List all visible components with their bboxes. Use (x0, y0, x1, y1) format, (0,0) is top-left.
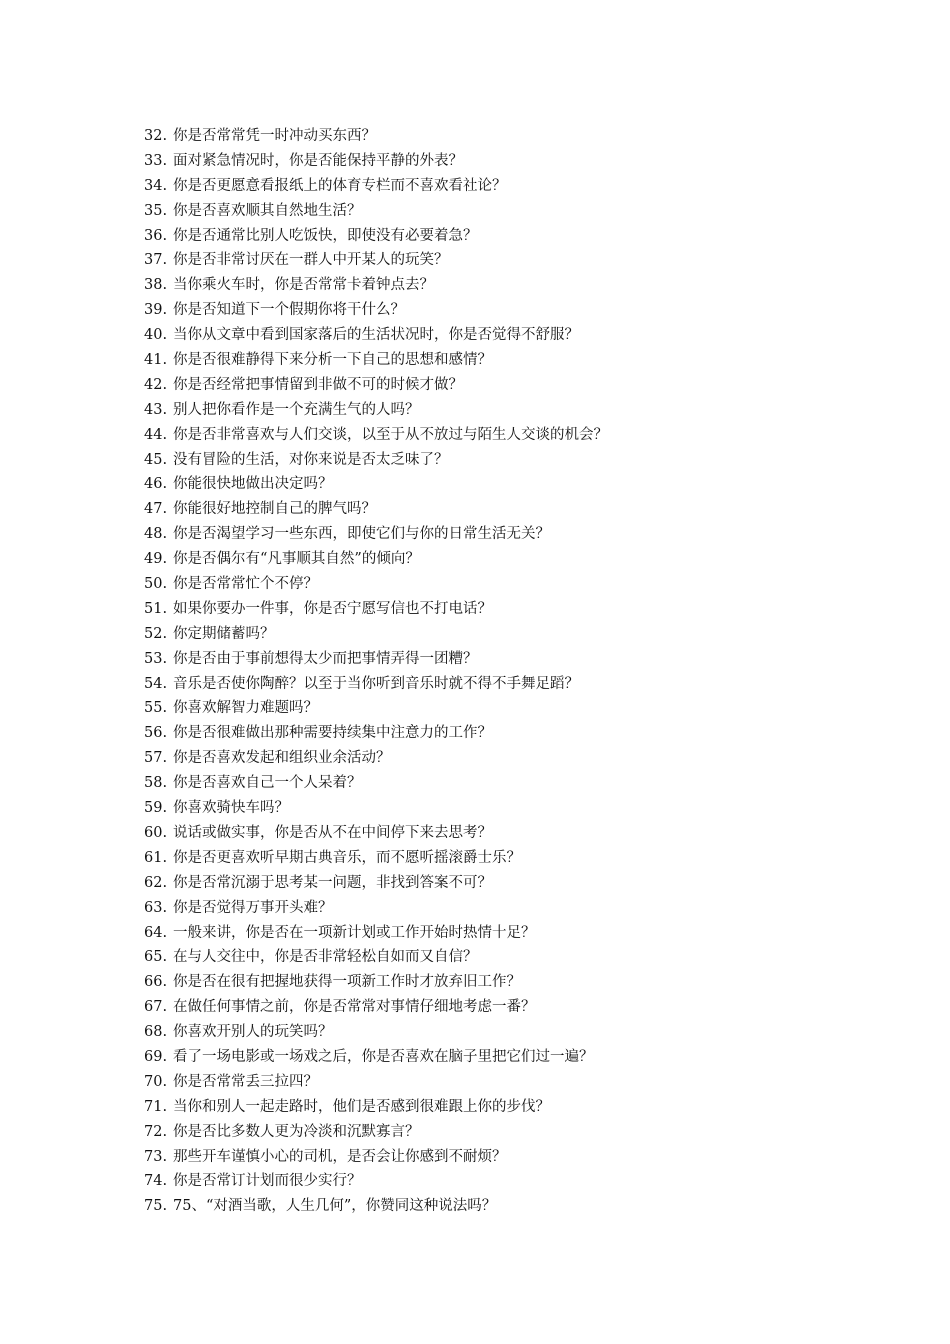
question-number: 62. (144, 874, 168, 891)
question-number: 66. (144, 974, 168, 991)
question-number: 70. (144, 1073, 168, 1090)
question-item (144, 970, 608, 995)
question-item (144, 149, 608, 174)
question-text: 看了一场电影或一场戏之后，你是否喜欢在脑子里把它们过一遍？ (173, 1048, 594, 1065)
question-text: 你是否常订计划而很少实行？ (173, 1173, 362, 1190)
question-number: 40. (144, 327, 168, 344)
question-text: 一般来讲，你是否在一项新计划或工作开始时热情十足？ (173, 924, 536, 941)
question-text: 你能很快地做出决定吗？ (173, 476, 333, 493)
question-item (144, 1169, 608, 1194)
question-text: 别人把你看作是一个充满生气的人吗？ (173, 401, 420, 418)
question-text: 你是否通常比别人吃饭快，即使没有必要着急？ (173, 227, 478, 244)
question-text: 当你从文章中看到国家落后的生活状况时，你是否觉得不舒服？ (173, 327, 579, 344)
question-item (144, 896, 608, 921)
question-number: 56. (144, 725, 168, 742)
question-text: 你是否觉得万事开头难？ (173, 899, 333, 916)
question-item (144, 647, 608, 672)
question-item (144, 771, 608, 796)
question-item (144, 672, 608, 697)
question-number: 38. (144, 277, 168, 294)
question-item (144, 472, 608, 497)
question-item (144, 1095, 608, 1120)
question-item (144, 995, 608, 1020)
question-text: 面对紧急情况时，你是否能保持平静的外表？ (173, 152, 463, 169)
question-number: 61. (144, 849, 168, 866)
question-number: 54. (144, 675, 168, 692)
question-number: 50. (144, 576, 168, 593)
question-number: 43. (144, 401, 168, 418)
question-number: 41. (144, 352, 168, 369)
question-item (144, 248, 608, 273)
question-text: 说话或做实事，你是否从不在中间停下来去思考？ (173, 824, 492, 841)
question-number: 57. (144, 750, 168, 767)
question-number: 67. (144, 999, 168, 1016)
question-item (144, 1194, 608, 1219)
question-item (144, 298, 608, 323)
question-text: 你是否喜欢发起和组织业余活动？ (173, 750, 391, 767)
question-number: 74. (144, 1173, 168, 1190)
question-number: 55. (144, 700, 168, 717)
question-text: 你定期储蓄吗？ (173, 625, 275, 642)
question-item (144, 423, 608, 448)
question-number: 51. (144, 600, 168, 617)
question-item (144, 1120, 608, 1145)
question-item (144, 1070, 608, 1095)
question-item (144, 124, 608, 149)
question-item (144, 821, 608, 846)
question-text: 在做任何事情之前，你是否常常对事情仔细地考虑一番？ (173, 999, 536, 1016)
question-number: 59. (144, 800, 168, 817)
question-item (144, 224, 608, 249)
question-number: 65. (144, 949, 168, 966)
question-number: 53. (144, 650, 168, 667)
question-number: 71. (144, 1098, 168, 1115)
question-number: 45. (144, 451, 168, 468)
question-item (144, 373, 608, 398)
question-number: 60. (144, 824, 168, 841)
question-item (144, 398, 608, 423)
question-number: 33. (144, 152, 168, 169)
question-item (144, 522, 608, 547)
question-item (144, 597, 608, 622)
question-text: 你喜欢骑快车吗？ (173, 800, 289, 817)
question-item (144, 348, 608, 373)
question-text: 你喜欢开别人的玩笑吗？ (173, 1024, 333, 1041)
question-text: 你是否喜欢顺其自然地生活？ (173, 202, 362, 219)
question-number: 58. (144, 775, 168, 792)
question-text: 你能很好地控制自己的脾气吗？ (173, 501, 376, 518)
question-list (144, 124, 608, 1219)
question-item (144, 796, 608, 821)
question-item (144, 273, 608, 298)
question-number: 37. (144, 252, 168, 269)
question-text: 你是否在很有把握地获得一项新工作时才放弃旧工作？ (173, 974, 521, 991)
question-text: 你是否常常丢三拉四？ (173, 1073, 318, 1090)
question-number: 34. (144, 177, 168, 194)
question-text: 75、“对酒当歌，人生几何”，你赞同这种说法吗？ (173, 1198, 497, 1215)
question-item (144, 323, 608, 348)
question-text: 你是否偶尔有“凡事顺其自然”的倾向？ (173, 551, 420, 568)
question-text: 当你乘火车时，你是否常常卡着钟点去？ (173, 277, 434, 294)
question-text: 你喜欢解智力难题吗？ (173, 700, 318, 717)
question-number: 64. (144, 924, 168, 941)
question-text: 你是否知道下一个假期你将干什么？ (173, 302, 405, 319)
question-text: 没有冒险的生活，对你来说是否太乏味了？ (173, 451, 449, 468)
question-item (144, 696, 608, 721)
question-text: 你是否喜欢自己一个人呆着？ (173, 775, 362, 792)
question-text: 你是否比多数人更为冷淡和沉默寡言？ (173, 1123, 420, 1140)
question-text: 如果你要办一件事，你是否宁愿写信也不打电话？ (173, 600, 492, 617)
question-item (144, 497, 608, 522)
question-text: 那些开车谨慎小心的司机，是否会让你感到不耐烦？ (173, 1148, 507, 1165)
question-item (144, 199, 608, 224)
question-item (144, 448, 608, 473)
question-number: 72. (144, 1123, 168, 1140)
question-number: 73. (144, 1148, 168, 1165)
question-text: 在与人交往中，你是否非常轻松自如而又自信？ (173, 949, 478, 966)
question-number: 36. (144, 227, 168, 244)
question-text: 你是否非常讨厌在一群人中开某人的玩笑？ (173, 252, 449, 269)
question-text: 当你和别人一起走路时，他们是否感到很难跟上你的步伐？ (173, 1098, 550, 1115)
question-text: 你是否更愿意看报纸上的体育专栏而不喜欢看社论？ (173, 177, 507, 194)
question-item (144, 846, 608, 871)
question-item (144, 721, 608, 746)
question-number: 63. (144, 899, 168, 916)
question-item (144, 622, 608, 647)
question-item (144, 1145, 608, 1170)
question-item (144, 174, 608, 199)
question-number: 47. (144, 501, 168, 518)
question-item (144, 1020, 608, 1045)
question-number: 44. (144, 426, 168, 443)
question-number: 52. (144, 625, 168, 642)
question-text: 你是否非常喜欢与人们交谈，以至于从不放过与陌生人交谈的机会？ (173, 426, 608, 443)
question-text: 你是否很难静得下来分析一下自己的思想和感情？ (173, 352, 492, 369)
question-number: 42. (144, 376, 168, 393)
question-item (144, 1045, 608, 1070)
question-number: 39. (144, 302, 168, 319)
question-item (144, 945, 608, 970)
question-item (144, 746, 608, 771)
question-item (144, 547, 608, 572)
question-text: 你是否渴望学习一些东西，即使它们与你的日常生活无关？ (173, 526, 550, 543)
question-number: 32. (144, 128, 168, 144)
question-number: 48. (144, 526, 168, 543)
question-text: 你是否常常凭一时冲动买东西？ (173, 128, 376, 144)
question-number: 35. (144, 202, 168, 219)
question-number: 46. (144, 476, 168, 493)
question-text: 你是否常沉溺于思考某一问题，非找到答案不可？ (173, 874, 492, 891)
question-number: 49. (144, 551, 168, 568)
question-item (144, 921, 608, 946)
question-text: 你是否更喜欢听早期古典音乐，而不愿听摇滚爵士乐？ (173, 849, 521, 866)
question-text: 你是否常常忙个不停？ (173, 576, 318, 593)
question-text: 你是否很难做出那种需要持续集中注意力的工作？ (173, 725, 492, 742)
question-item (144, 871, 608, 896)
question-text: 音乐是否使你陶醉？以至于当你听到音乐时就不得不手舞足蹈？ (173, 675, 579, 692)
question-text: 你是否经常把事情留到非做不可的时候才做？ (173, 376, 463, 393)
question-number: 75. (144, 1198, 168, 1215)
question-text: 你是否由于事前想得太少而把事情弄得一团糟？ (173, 650, 478, 667)
question-number: 68. (144, 1024, 168, 1041)
question-item (144, 572, 608, 597)
question-number: 69. (144, 1048, 168, 1065)
